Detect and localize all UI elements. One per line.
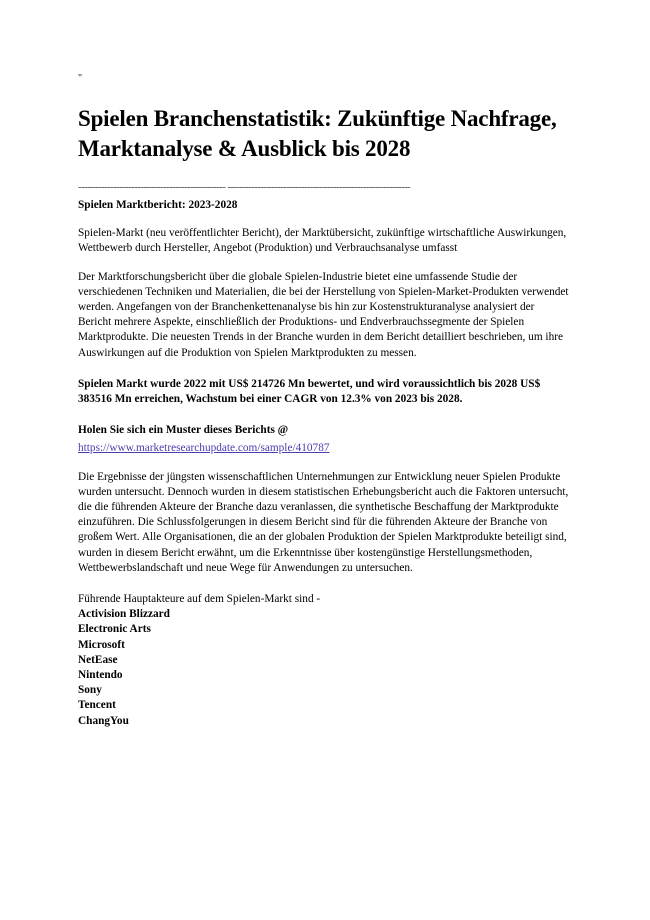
sample-report-link[interactable]: https://www.marketresearchupdate.com/sample/410787 [78, 442, 330, 455]
key-players-list [78, 607, 570, 729]
list-item: ChangYou [78, 714, 129, 727]
research-findings-paragraph: Die Ergebnisse der jüngsten wissenschaftlichen Unternehmungen zur Entwicklung neuer Spielen Produkte wurden untersucht. Dennoch wurden in diesem statistischen Erhebungsbericht auch die Faktoren untersucht, die die führenden Akteure der Branche dazu veranlassen, die synthetische Beschaffung der Marktprodukte einzuführen. Die Schlussfolgerungen in diesem Bericht sind für die führenden Akteure der Branche von großem Wert. Alle Organisationen, die an der globalen Produktion der Spielen Marktprodukte beteiligt sind, wurden in diesem Bericht erwähnt, um die Erkenntnisse über kostengünstige Herstellungsmethoden, Wettbewerbslandschaft und neue Wege für Anwendungen zu untersuchen. [78, 470, 569, 574]
list-item: Sony [78, 684, 102, 697]
sample-request-heading: Holen Sie sich ein Muster dieses Berichts @ [78, 424, 289, 437]
list-item: Nintendo [78, 669, 123, 682]
section-heading: Spielen Marktbericht: 2023-2028 [78, 199, 238, 211]
lead-quote-mark: " [78, 73, 83, 84]
valuation-paragraph: Spielen Markt wurde 2022 mit US$ 214726 Mn bewertet, und wird voraussichtlich bis 2028 US$ 383516 Mn erreichen, Wachstum bei einer CAGR von 12.3% von 2023 bis 2028. [78, 377, 541, 406]
intro-paragraph: Spielen-Markt (neu veröffentlichter Bericht), der Marktübersicht, zukünftige wirtschaftliche Auswirkungen, Wettbewerb durch Hersteller, Angebot (Produktion) und Verbrauchsanalyse umfasst [78, 227, 567, 255]
list-item: NetEase [78, 653, 118, 666]
list-item: Activision Blizzard [78, 608, 170, 621]
overview-paragraph: Der Marktforschungsbericht über die globale Spielen-Industrie bietet eine umfassende Studie der verschiedenen Techniken und Materialien, die bei der Herstellung von Spielen-Market-Produkten verwendet werden. Angefangen von der Branchenkettenanalyse bis hin zur Kostenstrukturanalyse analysiert der Bericht mehrere Aspekte, einschließlich der Produktions- und Endverbrauchssegmente der Spielen Marktprodukte. Die neuesten Trends in der Branche wurden in dem Bericht detailliert beschrieben, um ihre Auswirkungen auf die Produktion von Spielen Marktprodukten zu messen. [78, 270, 569, 359]
list-item: Tencent [78, 699, 116, 712]
key-players-intro: Führende Hauptakteure auf dem Spielen-Markt sind - [78, 593, 321, 606]
page-title: Spielen Branchenstatistik: Zukünftige Nachfrage, Marktanalyse & Ausblick bis 2028 [78, 106, 557, 161]
horizontal-divider: -------------------------------------------------- -------------------------------------------------------------- [78, 184, 411, 193]
list-item: Electronic Arts [78, 623, 151, 636]
list-item: Microsoft [78, 638, 125, 651]
